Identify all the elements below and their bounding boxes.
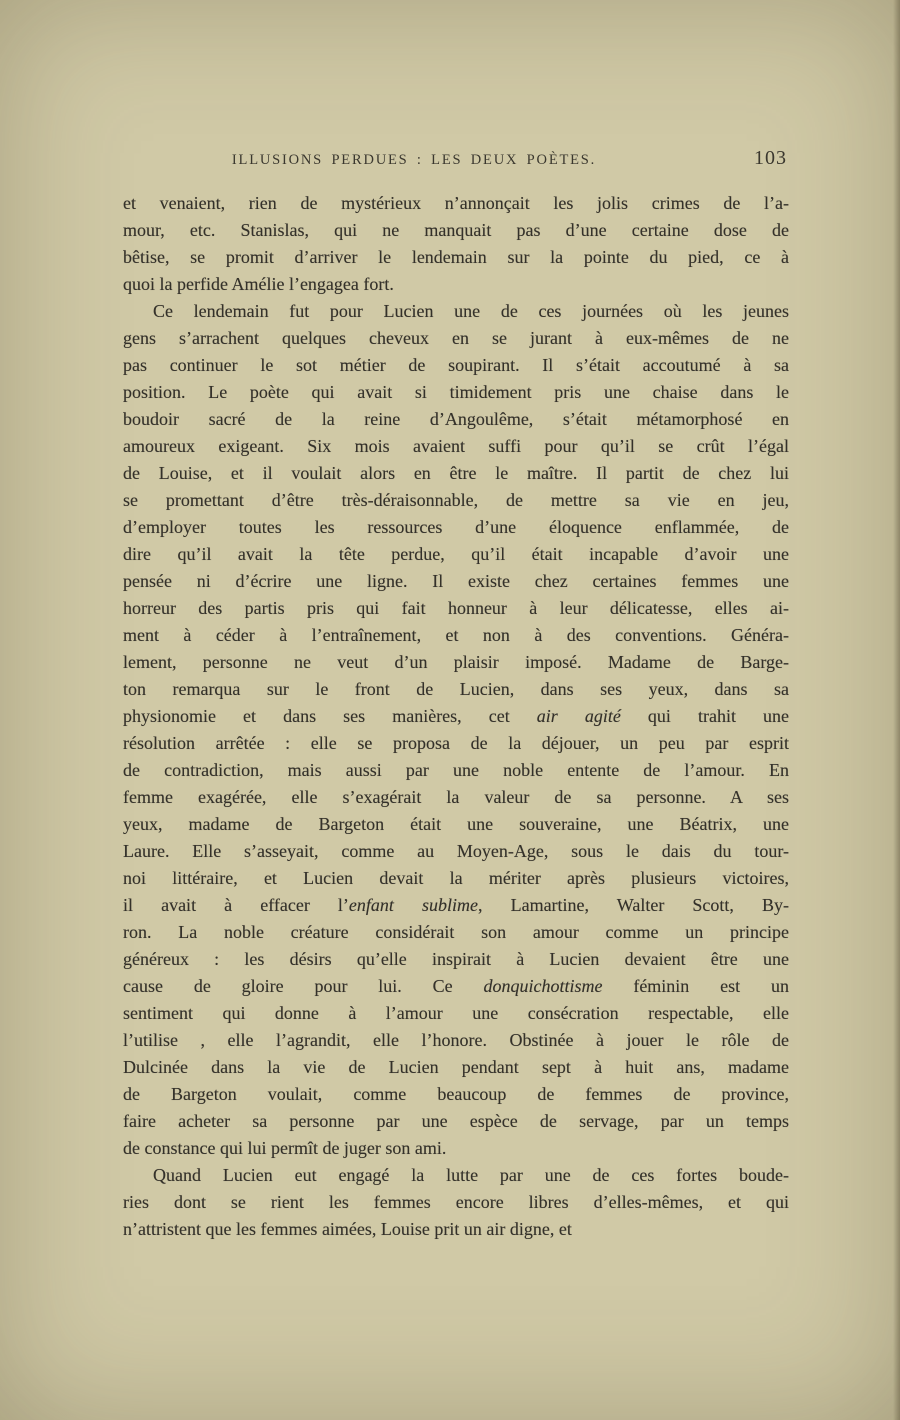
text-line (123, 352, 789, 379)
text-segment: se promettant d’être très-déraisonnable, de mettre sa vie en jeu, (123, 490, 789, 510)
text-segment: généreux : les désirs qu’elle inspirait à Lucien devaient être une (123, 949, 789, 969)
text-segment: gens s’arrachent quelques cheveux en se jurant à eux-mêmes de ne (123, 328, 789, 348)
text-line (123, 649, 789, 676)
text-line (123, 892, 789, 919)
text-segment: sentiment qui donne à l’amour une consécration respectable, elle (123, 1003, 789, 1023)
text-segment: , Lamartine, Walter Scott, By- (478, 895, 789, 915)
text-line (123, 1027, 789, 1054)
text-segment: femme exagérée, elle s’exagérait la valeur de sa personne. A ses (123, 787, 789, 807)
text-line (123, 568, 789, 595)
italic-phrase: air agité (536, 706, 621, 726)
page-number: 103 (754, 147, 787, 169)
text-line (123, 595, 789, 622)
text-line (123, 541, 789, 568)
text-segment: féminin est un (602, 976, 789, 996)
text-line (123, 514, 789, 541)
text-segment: horreur des partis pris qui fait honneur à leur délicatesse, elles ai- (123, 598, 789, 618)
italic-phrase: donquichottisme (483, 976, 603, 996)
text-line (123, 973, 789, 1000)
running-title: ILLUSIONS PERDUES : LES DEUX POÈTES. (231, 152, 597, 168)
text-line (123, 1216, 789, 1243)
text-segment: Quand Lucien eut engagé la lutte par une de ces fortes boude- (153, 1165, 789, 1185)
text-line (123, 1000, 789, 1027)
text-line (123, 1081, 789, 1108)
text-line (123, 217, 789, 244)
text-line (123, 919, 789, 946)
text-line (123, 379, 789, 406)
text-line (123, 1135, 789, 1162)
text-segment: de Louise, et il voulait alors en être le maître. Il partit de chez lui (123, 463, 789, 483)
text-line (123, 865, 789, 892)
text-segment: mour, etc. Stanislas, qui ne manquait pas d’une certaine dose de (123, 220, 789, 240)
text-line (123, 244, 789, 271)
italic-phrase: enfant sublime (348, 895, 478, 915)
text-segment: amoureux exigeant. Six mois avaient suffi pour qu’il se crût l’égal (123, 436, 789, 456)
text-segment: qui trahit une (620, 706, 789, 726)
text-line (123, 298, 789, 325)
text-line (123, 838, 789, 865)
text-line (123, 1054, 789, 1081)
text-segment: dire qu’il avait la tête perdue, qu’il était incapable d’avoir une (123, 544, 789, 564)
text-segment: bêtise, se promit d’arriver le lendemain sur la pointe du pied, ce à (123, 247, 789, 267)
text-segment: n’attristent que les femmes aimées, Louise prit un air digne, et (123, 1219, 572, 1239)
text-line (123, 487, 789, 514)
text-segment: Ce lendemain fut pour Lucien une de ces journées où les jeunes (153, 301, 789, 321)
text-segment: de contradiction, mais aussi par une noble entente de l’amour. En (123, 760, 789, 780)
text-segment: d’employer toutes les ressources d’une éloquence enflammée, de (123, 517, 789, 537)
text-line (123, 811, 789, 838)
text-segment: résolution arrêtée : elle se proposa de la déjouer, un peu par esprit (123, 733, 789, 753)
text-line (123, 946, 789, 973)
text-segment: Dulcinée dans la vie de Lucien pendant sept à huit ans, madame (123, 1057, 789, 1077)
text-segment: ries dont se rient les femmes encore libres d’elles-mêmes, et qui (123, 1192, 789, 1212)
text-line (123, 190, 789, 217)
text-segment: l’utilise , elle l’agrandit, elle l’honore. Obstinée à jouer le rôle de (123, 1030, 789, 1050)
text-segment: ron. La noble créature considérait son amour comme un principe (123, 922, 789, 942)
text-line (123, 757, 789, 784)
text-segment: boudoir sacré de la reine d’Angoulême, s’était métamorphosé en (123, 409, 789, 429)
text-segment: il avait à effacer l’ (123, 895, 349, 915)
text-line (123, 784, 789, 811)
text-segment: noi littéraire, et Lucien devait la mériter après plusieurs victoires, (123, 868, 789, 888)
text-segment: Laure. Elle s’asseyait, comme au Moyen-Age, sous le dais du tour- (123, 841, 789, 861)
text-line (123, 676, 789, 703)
text-segment: pensée ni d’écrire une ligne. Il existe chez certaines femmes une (123, 571, 789, 591)
text-line (123, 271, 789, 298)
text-line (123, 325, 789, 352)
text-segment: de Bargeton voulait, comme beaucoup de femmes de province, (123, 1084, 789, 1104)
text-segment: de constance qui lui permît de juger son ami. (123, 1138, 447, 1158)
text-line (123, 406, 789, 433)
text-segment: pas continuer le sot métier de soupirant. Il s’était accoutumé à sa (123, 355, 789, 375)
text-line (123, 730, 789, 757)
text-line (123, 433, 789, 460)
running-header (123, 147, 789, 190)
text-segment: quoi la perfide Amélie l’engagea fort. (123, 274, 394, 294)
text-line (123, 622, 789, 649)
text-block (123, 147, 789, 1243)
text-segment: et venaient, rien de mystérieux n’annonçait les jolis crimes de l’a- (123, 193, 789, 213)
text-line (123, 460, 789, 487)
text-segment: position. Le poète qui avait si timidement pris une chaise dans le (123, 382, 789, 402)
text-segment: faire acheter sa personne par une espèce de servage, par un temps (123, 1111, 789, 1131)
page-body-text (123, 190, 789, 1243)
text-line (123, 703, 789, 730)
text-line (123, 1189, 789, 1216)
text-line (123, 1108, 789, 1135)
text-line (123, 1162, 789, 1189)
text-segment: yeux, madame de Bargeton était une souveraine, une Béatrix, une (123, 814, 789, 834)
text-segment: physionomie et dans ses manières, cet (123, 706, 537, 726)
text-segment: lement, personne ne veut d’un plaisir imposé. Madame de Barge- (123, 652, 789, 672)
text-segment: ment à céder à l’entraînement, et non à des conventions. Généra- (123, 625, 789, 645)
text-segment: cause de gloire pour lui. Ce (123, 976, 484, 996)
text-segment: ton remarqua sur le front de Lucien, dans ses yeux, dans sa (123, 679, 789, 699)
